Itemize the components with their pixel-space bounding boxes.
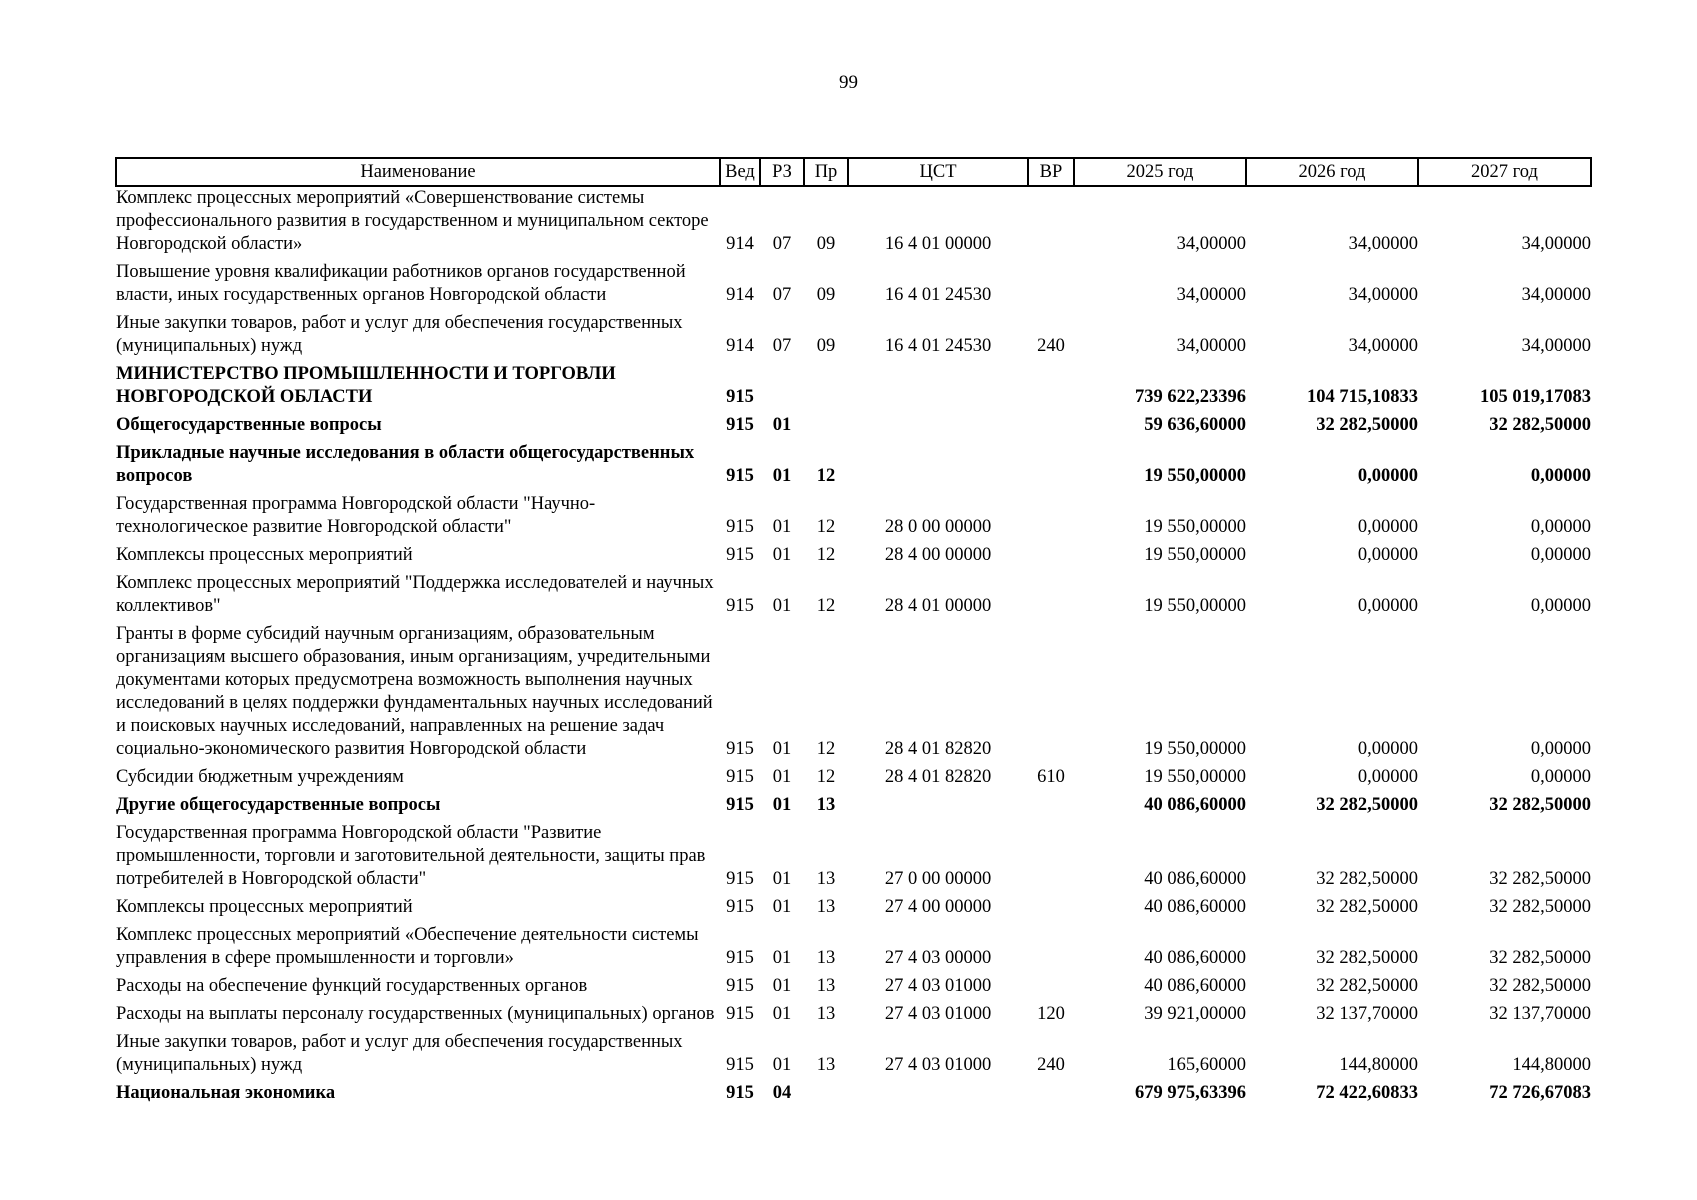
table-row xyxy=(116,414,1591,442)
cell-2025: 40 086,60000 xyxy=(1144,948,1246,968)
table-header xyxy=(116,158,1591,186)
cell-2026: 0,00000 xyxy=(1357,739,1418,759)
cell-2025: 40 086,60000 xyxy=(1144,795,1246,815)
cell-vr: 120 xyxy=(1037,1004,1065,1024)
cell-ved: 915 xyxy=(726,1004,754,1024)
cell-ved: 915 xyxy=(726,1055,754,1075)
table-row xyxy=(116,924,1591,975)
cell-2025: 19 550,00000 xyxy=(1144,596,1246,616)
header-2027: 2027 год xyxy=(1418,158,1591,186)
cell-rz: 04 xyxy=(772,1083,792,1103)
cell-cst: 16 4 01 00000 xyxy=(884,234,992,254)
table-row xyxy=(116,975,1591,1003)
cell-ved: 915 xyxy=(726,466,754,486)
cell-ved: 915 xyxy=(726,976,754,996)
cell-name: Расходы на выплаты персоналу государственных (муниципальных) органов xyxy=(116,1004,715,1024)
cell-cst: 27 4 00 00000 xyxy=(884,897,992,917)
table-row xyxy=(116,822,1591,896)
cell-ved: 915 xyxy=(726,869,754,889)
cell-cst: 16 4 01 24530 xyxy=(884,285,992,305)
cell-vr xyxy=(1028,1082,1074,1110)
cell-2025: 19 550,00000 xyxy=(1144,517,1246,537)
cell-rz: 01 xyxy=(772,415,792,435)
cell-2027: 0,00000 xyxy=(1530,545,1591,565)
cell-pr: 09 xyxy=(816,234,836,254)
cell-2025: 40 086,60000 xyxy=(1144,869,1246,889)
cell-2026: 0,00000 xyxy=(1357,596,1418,616)
cell-2027: 34,00000 xyxy=(1521,336,1591,356)
cell-name: Общегосударственные вопросы xyxy=(116,415,382,435)
cell-pr xyxy=(804,1082,848,1110)
cell-2026: 104 715,10833 xyxy=(1307,387,1418,407)
cell-2027: 0,00000 xyxy=(1530,466,1591,486)
cell-2025: 19 550,00000 xyxy=(1144,739,1246,759)
cell-ved: 915 xyxy=(726,545,754,565)
cell-2025: 34,00000 xyxy=(1176,285,1246,305)
cell-cst xyxy=(848,442,1028,493)
cell-ved: 915 xyxy=(726,948,754,968)
cell-2025: 19 550,00000 xyxy=(1144,767,1246,787)
page-number: 99 xyxy=(839,72,858,93)
cell-vr xyxy=(1028,261,1074,312)
cell-2026: 32 282,50000 xyxy=(1316,976,1418,996)
cell-2027: 32 282,50000 xyxy=(1489,795,1591,815)
cell-2027: 32 282,50000 xyxy=(1489,976,1591,996)
cell-name: Гранты в форме субсидий научным организациям, образовательным организациям высшего образования, иным организациям, учредительными документами которых предусмотрена возможность выполнения научных исследований в целях поддержки фундаментальных научных исследований и поисковых научных исследований, направленных на решение задач социально-экономического развития Новгородской области xyxy=(116,624,713,759)
cell-vr xyxy=(1028,794,1074,822)
cell-ved: 915 xyxy=(726,596,754,616)
cell-ved: 915 xyxy=(726,897,754,917)
cell-ved: 915 xyxy=(726,517,754,537)
cell-vr xyxy=(1028,924,1074,975)
cell-pr: 12 xyxy=(816,466,836,486)
cell-rz: 01 xyxy=(772,795,792,815)
cell-vr xyxy=(1028,975,1074,1003)
cell-rz: 01 xyxy=(772,1004,792,1024)
cell-rz: 01 xyxy=(772,869,792,889)
table-row xyxy=(116,544,1591,572)
cell-cst: 16 4 01 24530 xyxy=(884,336,992,356)
cell-vr xyxy=(1028,363,1074,414)
cell-rz: 07 xyxy=(772,336,792,356)
cell-cst: 27 4 03 01000 xyxy=(884,1055,992,1075)
cell-name: Субсидии бюджетным учреждениям xyxy=(116,767,404,787)
cell-rz: 01 xyxy=(772,767,792,787)
table-row xyxy=(116,572,1591,623)
cell-pr: 13 xyxy=(816,1004,836,1024)
cell-ved: 915 xyxy=(726,387,754,407)
cell-name: Прикладные научные исследования в области общегосударственных вопросов xyxy=(116,443,695,486)
cell-2026: 72 422,60833 xyxy=(1316,1083,1418,1103)
cell-vr xyxy=(1028,822,1074,896)
cell-vr xyxy=(1028,572,1074,623)
cell-2027: 32 282,50000 xyxy=(1489,415,1591,435)
cell-name: Национальная экономика xyxy=(116,1083,336,1103)
cell-name: МИНИСТЕРСТВО ПРОМЫШЛЕННОСТИ И ТОРГОВЛИ НОВГОРОДСКОЙ ОБЛАСТИ xyxy=(116,364,616,407)
cell-cst: 27 4 03 01000 xyxy=(884,976,992,996)
cell-2027: 144,80000 xyxy=(1512,1055,1591,1075)
cell-pr: 13 xyxy=(816,1055,836,1075)
cell-rz: 01 xyxy=(772,948,792,968)
table-row xyxy=(116,1082,1591,1110)
cell-cst xyxy=(848,414,1028,442)
cell-2026: 144,80000 xyxy=(1339,1055,1418,1075)
header-name: Наименование xyxy=(116,158,720,186)
cell-2026: 34,00000 xyxy=(1348,285,1418,305)
cell-cst xyxy=(848,1082,1028,1110)
cell-vr xyxy=(1028,544,1074,572)
cell-rz: 07 xyxy=(772,234,792,254)
cell-rz: 01 xyxy=(772,545,792,565)
cell-2027: 0,00000 xyxy=(1530,767,1591,787)
cell-pr xyxy=(804,363,848,414)
cell-vr xyxy=(1028,896,1074,924)
budget-table xyxy=(115,157,1592,1110)
header-vr: ВР xyxy=(1028,158,1074,186)
cell-name: Повышение уровня квалификации работников органов государственной власти, иных государственных органов Новгородской области xyxy=(116,262,686,305)
header-pr: Пр xyxy=(804,158,848,186)
cell-vr xyxy=(1028,493,1074,544)
cell-pr: 13 xyxy=(816,897,836,917)
cell-2025: 19 550,00000 xyxy=(1144,545,1246,565)
cell-2027: 0,00000 xyxy=(1530,596,1591,616)
cell-2025: 19 550,00000 xyxy=(1144,466,1246,486)
cell-cst: 28 4 01 00000 xyxy=(884,596,992,616)
table-row xyxy=(116,896,1591,924)
cell-pr: 13 xyxy=(816,795,836,815)
cell-2027: 32 282,50000 xyxy=(1489,869,1591,889)
cell-name: Комплекс процессных мероприятий "Поддержка исследователей и научных коллективов" xyxy=(116,573,714,616)
cell-pr: 12 xyxy=(816,739,836,759)
cell-2026: 32 282,50000 xyxy=(1316,795,1418,815)
cell-rz: 01 xyxy=(772,739,792,759)
cell-2025: 59 636,60000 xyxy=(1144,415,1246,435)
cell-2026: 0,00000 xyxy=(1357,466,1418,486)
cell-2025: 739 622,23396 xyxy=(1135,387,1246,407)
header-rz: РЗ xyxy=(760,158,804,186)
cell-pr: 13 xyxy=(816,869,836,889)
cell-ved: 915 xyxy=(726,415,754,435)
cell-cst: 28 4 01 82820 xyxy=(884,739,992,759)
cell-2027: 105 019,17083 xyxy=(1480,387,1591,407)
cell-pr: 13 xyxy=(816,976,836,996)
cell-rz: 01 xyxy=(772,596,792,616)
cell-cst xyxy=(848,363,1028,414)
cell-2027: 34,00000 xyxy=(1521,285,1591,305)
cell-ved: 915 xyxy=(726,767,754,787)
cell-ved: 915 xyxy=(726,795,754,815)
cell-pr xyxy=(804,414,848,442)
table-row xyxy=(116,312,1591,363)
cell-ved: 914 xyxy=(726,285,754,305)
header-cst: ЦСТ xyxy=(848,158,1028,186)
cell-2025: 34,00000 xyxy=(1176,336,1246,356)
table-row xyxy=(116,261,1591,312)
header-ved: Вед xyxy=(720,158,760,186)
cell-name: Комплексы процессных мероприятий xyxy=(116,545,413,565)
cell-ved: 914 xyxy=(726,234,754,254)
cell-cst: 28 4 00 00000 xyxy=(884,545,992,565)
cell-rz: 01 xyxy=(772,897,792,917)
cell-name: Расходы на обеспечение функций государственных органов xyxy=(116,976,588,996)
table-row xyxy=(116,1003,1591,1031)
cell-name: Государственная программа Новгородской области "Научно-технологическое развитие Новгородской области" xyxy=(116,494,596,537)
cell-rz: 07 xyxy=(772,285,792,305)
cell-rz: 01 xyxy=(772,466,792,486)
cell-2025: 40 086,60000 xyxy=(1144,976,1246,996)
cell-name: Государственная программа Новгородской области "Развитие промышленности, торговли и заготовительной деятельности, защиты прав потребителей в Новгородской области" xyxy=(116,823,706,889)
table-row xyxy=(116,623,1591,766)
cell-2027: 0,00000 xyxy=(1530,739,1591,759)
cell-ved: 915 xyxy=(726,1083,754,1103)
cell-2025: 679 975,63396 xyxy=(1135,1083,1246,1103)
table-row xyxy=(116,766,1591,794)
table-row xyxy=(116,493,1591,544)
cell-ved: 915 xyxy=(726,739,754,759)
cell-cst: 27 4 03 00000 xyxy=(884,948,992,968)
cell-pr: 12 xyxy=(816,767,836,787)
cell-name: Комплексы процессных мероприятий xyxy=(116,897,413,917)
cell-name: Иные закупки товаров, работ и услуг для обеспечения государственных (муниципальных) нужд xyxy=(116,1032,683,1075)
cell-vr xyxy=(1028,442,1074,493)
cell-2026: 0,00000 xyxy=(1357,767,1418,787)
cell-name: Другие общегосударственные вопросы xyxy=(116,795,441,815)
cell-2026: 32 282,50000 xyxy=(1316,415,1418,435)
cell-pr: 12 xyxy=(816,545,836,565)
cell-rz xyxy=(760,363,804,414)
table-row xyxy=(116,363,1591,414)
cell-2026: 34,00000 xyxy=(1348,336,1418,356)
cell-cst: 27 0 00 00000 xyxy=(884,869,992,889)
table-row xyxy=(116,442,1591,493)
cell-2026: 32 282,50000 xyxy=(1316,869,1418,889)
cell-2027: 0,00000 xyxy=(1530,517,1591,537)
cell-2027: 32 282,50000 xyxy=(1489,948,1591,968)
cell-cst xyxy=(848,794,1028,822)
cell-2026: 0,00000 xyxy=(1357,517,1418,537)
cell-vr xyxy=(1028,186,1074,261)
cell-pr: 09 xyxy=(816,336,836,356)
cell-cst: 27 4 03 01000 xyxy=(884,1004,992,1024)
cell-2026: 34,00000 xyxy=(1348,234,1418,254)
cell-vr xyxy=(1028,623,1074,766)
header-2025: 2025 год xyxy=(1074,158,1246,186)
cell-name: Комплекс процессных мероприятий «Совершенствование системы профессионального развития в государственном и муниципальном секторе Новгородской области» xyxy=(116,188,709,254)
cell-pr: 12 xyxy=(816,596,836,616)
cell-2026: 32 282,50000 xyxy=(1316,948,1418,968)
cell-2026: 32 282,50000 xyxy=(1316,897,1418,917)
cell-pr: 13 xyxy=(816,948,836,968)
cell-vr: 610 xyxy=(1037,767,1065,787)
cell-2025: 165,60000 xyxy=(1167,1055,1246,1075)
cell-vr xyxy=(1028,414,1074,442)
cell-2025: 39 921,00000 xyxy=(1144,1004,1246,1024)
cell-vr: 240 xyxy=(1037,1055,1065,1075)
cell-rz: 01 xyxy=(772,517,792,537)
cell-pr: 12 xyxy=(816,517,836,537)
cell-cst: 28 0 00 00000 xyxy=(884,517,992,537)
cell-pr: 09 xyxy=(816,285,836,305)
cell-2025: 40 086,60000 xyxy=(1144,897,1246,917)
header-2026: 2026 год xyxy=(1246,158,1418,186)
cell-name: Иные закупки товаров, работ и услуг для обеспечения государственных (муниципальных) нужд xyxy=(116,313,683,356)
cell-2026: 0,00000 xyxy=(1357,545,1418,565)
cell-2026: 32 137,70000 xyxy=(1316,1004,1418,1024)
cell-rz: 01 xyxy=(772,1055,792,1075)
cell-2027: 32 137,70000 xyxy=(1489,1004,1591,1024)
cell-2027: 34,00000 xyxy=(1521,234,1591,254)
cell-2027: 72 726,67083 xyxy=(1489,1083,1591,1103)
cell-rz: 01 xyxy=(772,976,792,996)
table-row xyxy=(116,186,1591,261)
cell-cst: 28 4 01 82820 xyxy=(884,767,992,787)
table-row xyxy=(116,794,1591,822)
cell-ved: 914 xyxy=(726,336,754,356)
cell-2027: 32 282,50000 xyxy=(1489,897,1591,917)
table-row xyxy=(116,1031,1591,1082)
cell-vr: 240 xyxy=(1037,336,1065,356)
cell-2025: 34,00000 xyxy=(1176,234,1246,254)
table-body xyxy=(116,186,1591,1110)
cell-name: Комплекс процессных мероприятий «Обеспечение деятельности системы управления в сфере промышленности и торговли» xyxy=(116,925,699,968)
